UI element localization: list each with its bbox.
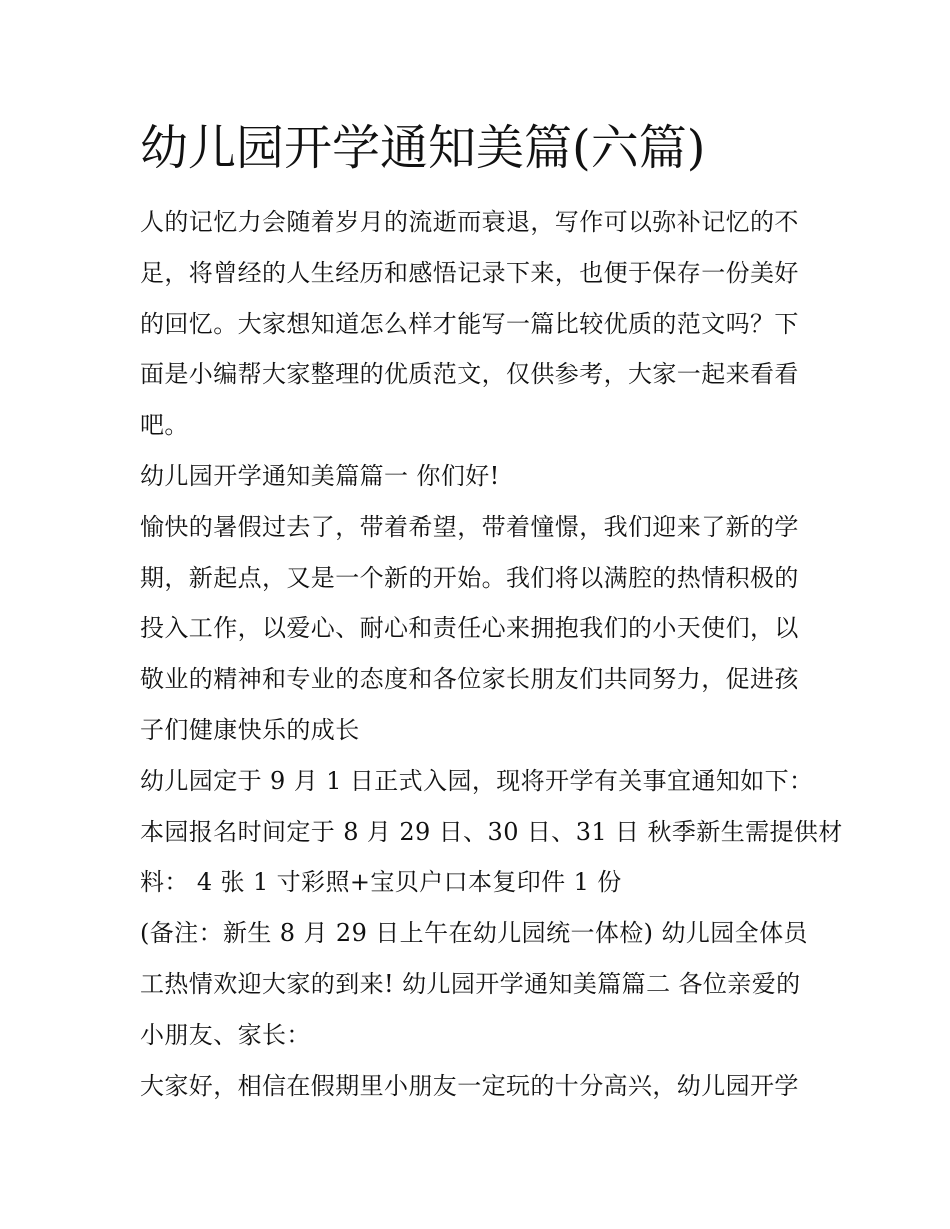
- body-line: 小朋友、家长：: [140, 1020, 311, 1049]
- body-line: 大家好，相信在假期里小朋友一定玩的十分高兴，幼儿园开学: [140, 1071, 799, 1100]
- body-line: 吧。: [140, 411, 189, 440]
- document-body: [140, 197, 843, 1111]
- body-line: 工热情欢迎大家的到来! 幼儿园开学通知美篇篇二 各位亲爱的: [140, 969, 801, 998]
- body-line: 愉快的暑假过去了，带着希望，带着憧憬，我们迎来了新的学: [140, 512, 799, 541]
- body-line: 敬业的精神和专业的态度和各位家长朋友们共同努力，促进孩: [140, 665, 799, 694]
- body-line: 期，新起点，又是一个新的开始。我们将以满腔的热情积极的: [140, 563, 799, 592]
- body-line: 本园报名时间定于 8 月 29 日、30 日、31 日 秋季新生需提供材: [140, 817, 843, 846]
- body-line: 投入工作，以爱心、耐心和责任心来拥抱我们的小天使们，以: [140, 614, 799, 643]
- section-heading-line: 幼儿园开学通知美篇篇一 你们好!: [140, 461, 500, 490]
- body-line: (备注：新生 8 月 29 日上午在幼儿园统一体检) 幼儿园全体员: [140, 919, 808, 948]
- body-line: 幼儿园定于 9 月 1 日正式入园，现将开学有关事宜通知如下：: [140, 766, 814, 795]
- body-line: 料： 4 张 1 寸彩照+宝贝户口本复印件 1 份: [140, 868, 622, 897]
- body-line: 的回忆。大家想知道怎么样才能写一篇比较优质的范文吗？下: [140, 309, 799, 338]
- document-title: 幼儿园开学通知美篇(六篇): [140, 120, 706, 176]
- body-line: 足，将曾经的人生经历和感悟记录下来，也便于保存一份美好: [140, 258, 799, 287]
- body-line: 子们健康快乐的成长: [140, 715, 360, 744]
- body-line: 面是小编帮大家整理的优质范文，仅供参考，大家一起来看看: [140, 360, 799, 389]
- body-line: 人的记忆力会随着岁月的流逝而衰退，写作可以弥补记忆的不: [140, 208, 799, 236]
